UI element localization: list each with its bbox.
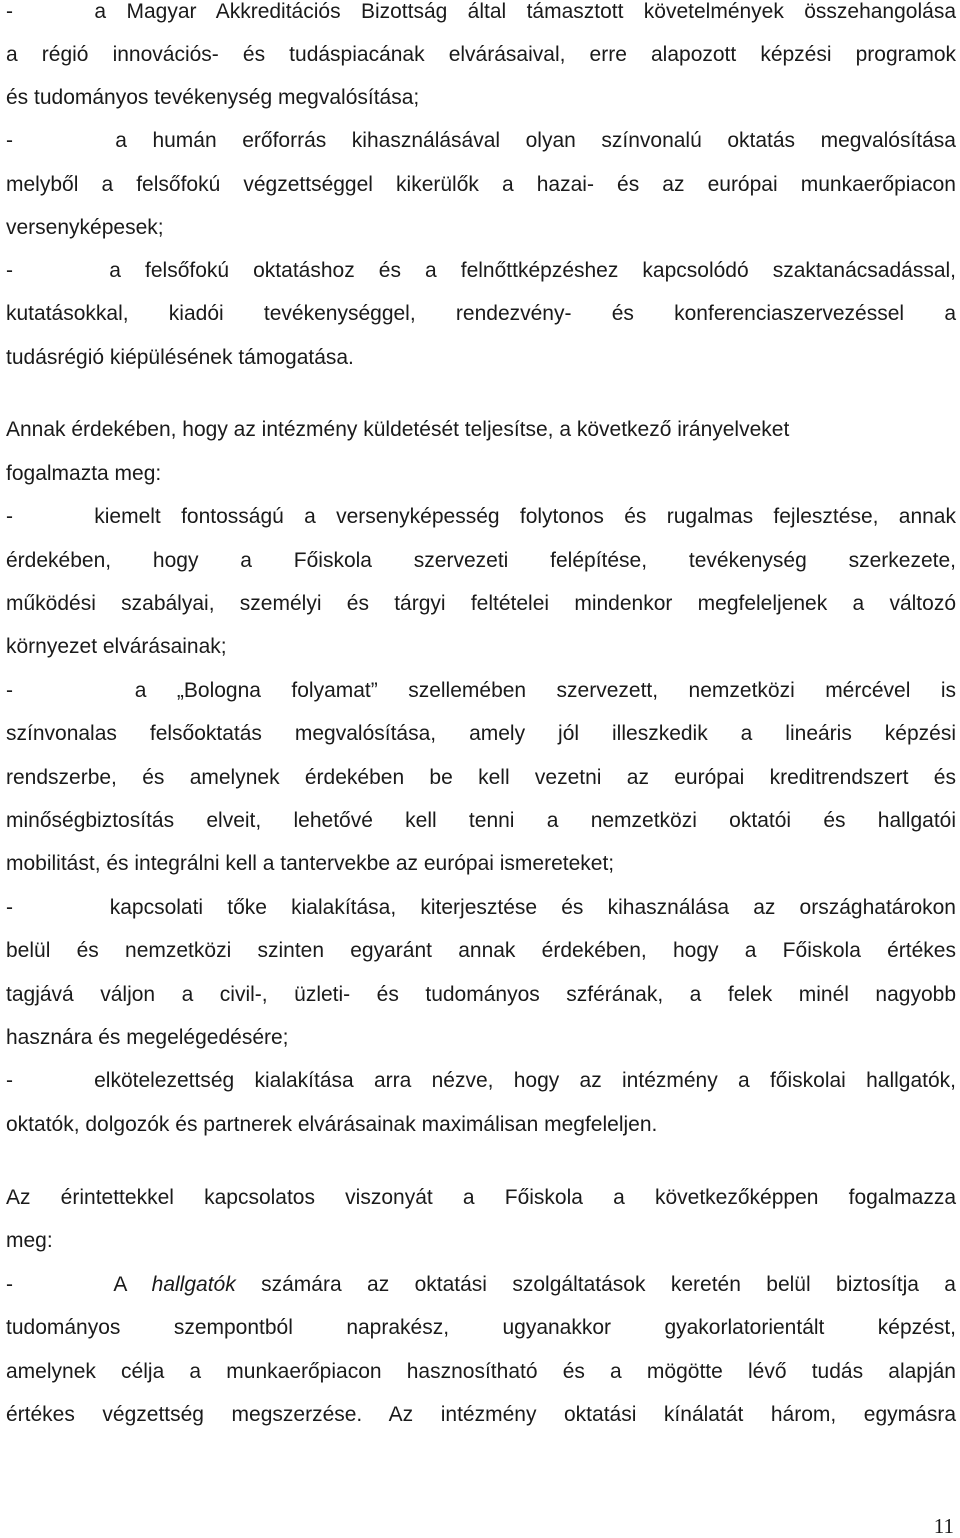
text-line: - a felsőfokú oktatáshoz és a felnőttképzéshez kapcsolódó szaktanácsadással, [6, 259, 956, 282]
text-line: amelynek célja a munkaerőpiacon hasznosítható és a mögötte lévő tudás alapján [6, 1360, 956, 1383]
text-line: mobilitást, és integrálni kell a tantervekbe az európai ismereteket; [6, 852, 615, 875]
text-line: színvonalas felsőoktatás megvalósítása, amely jól illeszkedik a lineáris képzési [6, 722, 956, 745]
text-line: belül és nemzetközi szinten egyaránt annak érdekében, hogy a Főiskola értékes [6, 939, 956, 962]
text-line: hasznára és megelégedésére; [6, 1026, 289, 1049]
text-line: - kapcsolati tőke kialakítása, kiterjesztése és kihasználása az országhatárokon [6, 896, 956, 919]
text-line: értékes végzettség megszerzése. Az intézmény oktatási kínálatát három, egymásra [6, 1403, 956, 1426]
text-line: - a Magyar Akkreditációs Bizottság által támasztott követelmények összehangolása [6, 0, 956, 23]
page-number: 11 [933, 1514, 954, 1538]
text-line: környezet elvárásainak; [6, 635, 227, 658]
text-line: - kiemelt fontosságú a versenyképesség folytonos és rugalmas fejlesztése, annak [6, 505, 956, 528]
text-line: kutatásokkal, kiadói tevékenységgel, rendezvény- és konferenciaszervezéssel a [6, 302, 956, 325]
text-line: - a „Bologna folyamat” szellemében szervezett, nemzetközi mércével is [6, 679, 956, 702]
text-line: rendszerbe, és amelynek érdekében be kell vezetni az európai kreditrendszert és [6, 766, 956, 789]
italic-word: hallgatók [151, 1273, 236, 1296]
text-line: melyből a felsőfokú végzettséggel kikerülők a hazai- és az európai munkaerőpiacon [6, 173, 956, 196]
text-line: - a humán erőforrás kihasználásával olyan színvonalú oktatás megvalósítása [6, 129, 956, 152]
text-run: - A [6, 1273, 152, 1296]
text-line: a régió innovációs- és tudáspiacának elvárásaival, erre alapozott képzési programok [6, 43, 956, 66]
text-line: versenyképesek; [6, 216, 164, 239]
text-line: meg: [6, 1229, 53, 1252]
text-line: Az érintettekkel kapcsolatos viszonyát a Főiskola a következőképpen fogalmazza [6, 1186, 956, 1209]
text-line: minőségbiztosítás elveit, lehetővé kell tenni a nemzetközi oktatói és hallgatói [6, 809, 956, 832]
text-line: Annak érdekében, hogy az intézmény küldetését teljesítse, a következő irányelveket [6, 418, 790, 441]
text-run: számára az oktatási szolgáltatások keretén belül biztosítja a [235, 1273, 956, 1296]
text-line: működési szabályai, személyi és tárgyi feltételei mindenkor megfeleljenek a változó [6, 592, 956, 615]
text-line: - elkötelezettség kialakítása arra nézve, hogy az intézmény a főiskolai hallgatók, [6, 1069, 956, 1092]
text-line: tagjává váljon a civil-, üzleti- és tudományos szférának, a felek minél nagyobb [6, 983, 956, 1006]
text-line: fogalmazta meg: [6, 462, 162, 485]
text-line: tudásrégió kiépülésének támogatása. [6, 346, 354, 369]
text-line: és tudományos tevékenység megvalósítása; [6, 86, 420, 109]
text-line-with-italic [6, 1273, 956, 1297]
text-line: érdekében, hogy a Főiskola szervezeti felépítése, tevékenység szerkezete, [6, 549, 956, 572]
text-line: tudományos szempontból naprakész, ugyanakkor gyakorlatorientált képzést, [6, 1316, 956, 1339]
text-line: oktatók, dolgozók és partnerek elvárásainak maximálisan megfeleljen. [6, 1113, 658, 1136]
